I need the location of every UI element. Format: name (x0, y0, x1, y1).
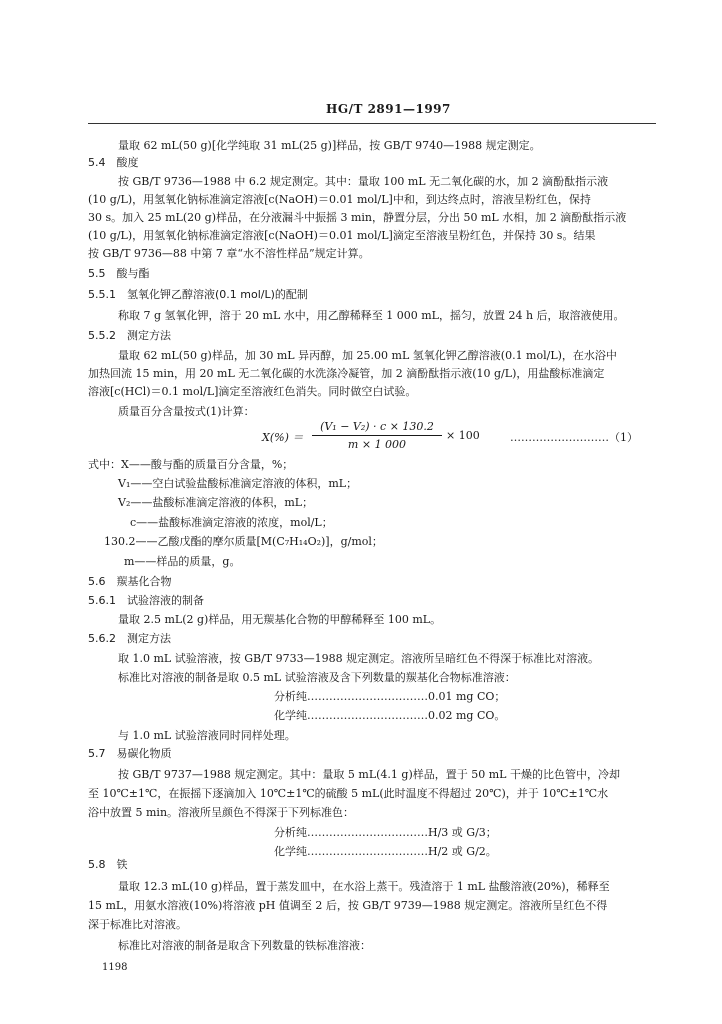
para-5-4-line-2: (10 g/L)，用氢氧化钠标准滴定溶液[c(NaOH)＝0.01 mol/L]中和，到达终点时，溶液呈粉红色，保持 (88, 193, 591, 206)
para-5-4-line-3: 30 s。加入 25 mL(20 g)样品，在分液漏斗中振摇 3 min，静置分层，分出 50 mL 水相，加 2 滴酚酞指示液 (88, 211, 627, 224)
para-5-8-line-4: 标准比对溶液的制备是取含下列数量的铁标准溶液： (118, 939, 371, 952)
formula-numerator: (V₁ − V₂) · c × 130.2 (312, 420, 442, 436)
standard-chemical-color: 化学纯……………………………H/2 或 G/2。 (274, 845, 497, 858)
formula-multiplier: × 100 (446, 429, 480, 442)
section-5-6-1-heading: 5.6.1 试验溶液的制备 (88, 594, 204, 607)
para-5-8-line-1: 量取 12.3 mL(10 g)样品，置于蒸发皿中，在水浴上蒸干。残渣溶于 1 mL 盐酸溶液(20%)，稀释至 (118, 880, 610, 893)
standard-chemical-co: 化学纯……………………………0.02 mg CO。 (274, 709, 506, 722)
where-v2: V₂——盐酸标准滴定溶液的体积，mL； (118, 496, 314, 509)
where-m: m——样品的质量，g。 (124, 555, 241, 568)
para-5-4-line-4: (10 g/L)，用氢氧化钠标准滴定溶液[c(NaOH)＝0.01 mol/L]滴定至溶液呈粉红色，并保持 30 s。结果 (88, 229, 596, 242)
section-5-5-heading: 5.5 酸与酯 (88, 267, 150, 280)
para-5-5-2-line-2: 加热回流 15 min，用 20 mL 无二氧化碳的水洗涤冷凝管，加 2 滴酚酞指示液(10 g/L)，用盐酸标准滴定 (88, 367, 605, 380)
para-5-7-line-2: 至 10℃±1℃，在振摇下逐滴加入 10℃±1℃的硫酸 5 mL(此时温度不得超过 20℃)，并于 10℃±1℃水 (88, 787, 609, 800)
para-5-8-line-2: 15 mL，用氨水溶液(10%)将溶液 pH 值调至 2 后，按 GB/T 9739—1988 规定测定。溶液所呈红色不得 (88, 899, 608, 912)
header-rule (88, 123, 656, 124)
para-5-6-2-line-2: 标准比对溶液的制备是取 0.5 mL 试验溶液及含下列数量的羰基化合物标准溶液： (118, 671, 516, 684)
para-5-6-1: 量取 2.5 mL(2 g)样品，用无羰基化合物的甲醇稀释至 100 mL。 (118, 613, 442, 626)
section-5-7-heading: 5.7 易碳化物质 (88, 747, 172, 760)
formula-intro: 质量百分含量按式(1)计算： (118, 405, 255, 418)
section-5-6-2-heading: 5.6.2 测定方法 (88, 632, 171, 645)
para-5-4-line-1: 按 GB/T 9736—1988 中 6.2 规定测定。其中：量取 100 mL 无二氧化碳的水，加 2 滴酚酞指示液 (118, 175, 609, 188)
para-5-5-2-line-3: 溶液[c(HCl)＝0.1 mol/L]滴定至溶液红色消失。同时做空白试验。 (88, 385, 417, 398)
page-number: 1198 (102, 962, 128, 973)
para-5-4-line-5: 按 GB/T 9736—88 中第 7 章“水不溶性样品”规定计算。 (88, 247, 370, 260)
where-v1: V₁——空白试验盐酸标准滴定溶液的体积，mL； (118, 477, 358, 490)
where-intro: 式中：X——酸与酯的质量百分含量，%； (88, 458, 294, 471)
where-c: c——盐酸标准滴定溶液的浓度，mol/L； (130, 516, 333, 529)
where-molar-mass: 130.2——乙酸戊酯的摩尔质量[M(C₇H₁₄O₂)]，g/mol； (104, 535, 383, 548)
para-5-7-line-1: 按 GB/T 9737—1988 规定测定。其中：量取 5 mL(4.1 g)样品，置于 50 mL 干燥的比色管中，冷却 (118, 768, 620, 781)
para-5-5-1: 称取 7 g 氢氧化钾，溶于 20 mL 水中，用乙醇稀释至 1 000 mL，摇匀，放置 24 h 后，取溶液使用。 (118, 309, 625, 322)
standard-analytical-color: 分析纯……………………………H/3 或 G/3； (274, 826, 497, 839)
para-5-6-2-line-3: 与 1.0 mL 试验溶液同时同样处理。 (118, 729, 296, 742)
standard-analytical-co: 分析纯……………………………0.01 mg CO； (274, 690, 506, 703)
document-code-header: HG/T 2891—1997 (326, 102, 451, 116)
formula-lhs: X(%) ＝ (262, 431, 304, 444)
section-5-8-heading: 5.8 铁 (88, 858, 128, 871)
para-5-3-tail: 量取 62 mL(50 g)[化学纯取 31 mL(25 g)]样品，按 GB/T 9740—1988 规定测定。 (118, 139, 541, 152)
formula-fraction (312, 420, 442, 451)
section-5-4-heading: 5.4 酸度 (88, 156, 139, 169)
para-5-5-2-line-1: 量取 62 mL(50 g)样品，加 30 mL 异丙醇，加 25.00 mL 氢氧化钾乙醇溶液(0.1 mol/L)，在水浴中 (118, 349, 617, 362)
para-5-8-line-3: 深于标准比对溶液。 (88, 918, 187, 931)
formula-denominator: m × 1 000 (347, 438, 407, 451)
section-5-6-heading: 5.6 羰基化合物 (88, 575, 172, 588)
section-5-5-1-heading: 5.5.1 氢氧化钾乙醇溶液(0.1 mol/L)的配制 (88, 288, 308, 301)
section-5-5-2-heading: 5.5.2 测定方法 (88, 329, 171, 342)
para-5-6-2-line-1: 取 1.0 mL 试验溶液，按 GB/T 9733—1988 规定测定。溶液所呈暗红色不得深于标准比对溶液。 (118, 652, 600, 665)
para-5-7-line-3: 浴中放置 5 min。溶液所呈颜色不得深于下列标准色： (88, 806, 355, 819)
equation-number: ………………………（1） (510, 431, 638, 444)
